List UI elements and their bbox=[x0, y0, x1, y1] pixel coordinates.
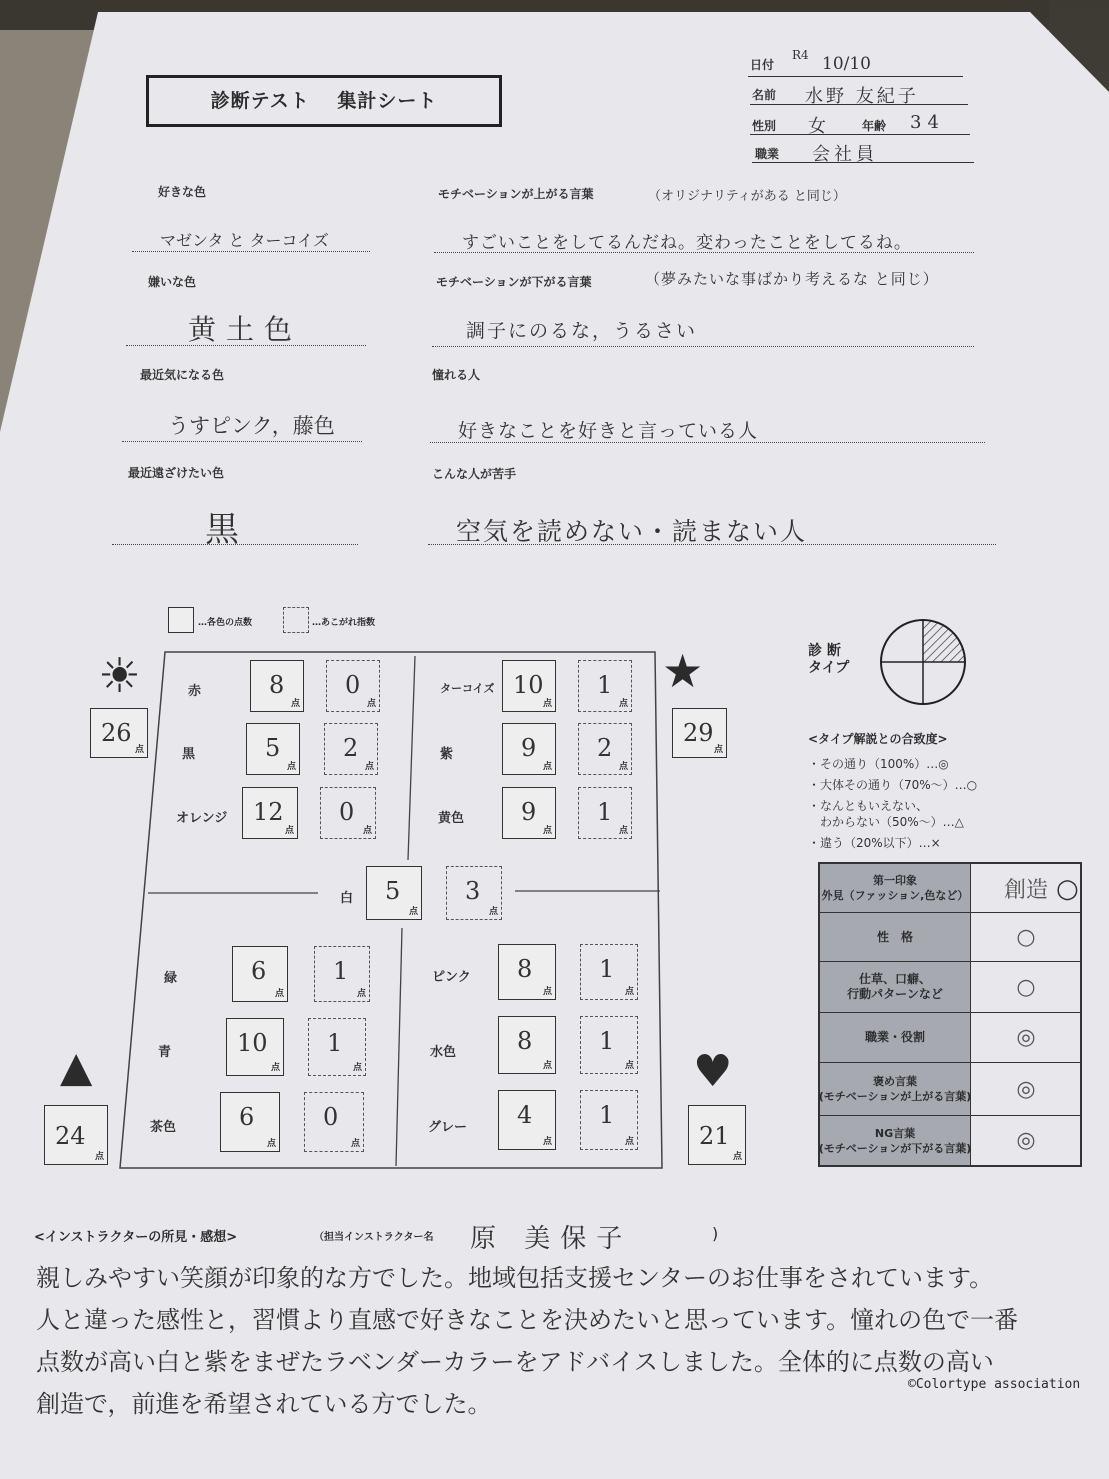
unit-label: 点 bbox=[624, 987, 634, 997]
score-box-brown bbox=[220, 1092, 280, 1152]
score-box-pink bbox=[498, 944, 556, 1000]
score-box-white bbox=[366, 866, 422, 920]
row-label: 職業・役割 bbox=[820, 1013, 971, 1062]
heart-total-value: 21 bbox=[699, 1122, 730, 1150]
heart-icon: ♥ bbox=[693, 1046, 733, 1097]
date-value: 10/10 bbox=[822, 54, 871, 74]
score-turquoise: 10 bbox=[513, 671, 544, 699]
unit-label: 点 bbox=[270, 1063, 280, 1073]
comment-line: 親しみやすい笑顔が印象的な方でした。地域包括支援センターのお仕事をされています。 bbox=[36, 1264, 994, 1292]
aspire-purple: 2 bbox=[597, 734, 613, 762]
row-value: ○ bbox=[1016, 924, 1036, 950]
aspire-white: 3 bbox=[465, 877, 481, 905]
tree-total-value: 24 bbox=[55, 1122, 86, 1150]
unit-label: 点 bbox=[618, 762, 628, 772]
row-label: NG言葉 (モチベーションが下がる言葉) bbox=[820, 1116, 971, 1165]
table-row bbox=[820, 1116, 1080, 1165]
job-value: 会社員 bbox=[812, 144, 878, 165]
job-label: 職業 bbox=[755, 147, 780, 161]
sun-total-box bbox=[90, 708, 148, 758]
motiv-down-note: （夢みたいな事ばかり考えるな と同じ） bbox=[645, 270, 939, 288]
color-name-brown: 茶色 bbox=[150, 1120, 177, 1135]
star-total-box bbox=[672, 708, 727, 758]
aspire-green: 1 bbox=[333, 957, 349, 985]
color-name-lightblue: 水色 bbox=[430, 1045, 457, 1060]
gender-label: 性別 bbox=[752, 119, 777, 133]
aspire-box-green bbox=[314, 946, 370, 1002]
sun-total-value: 26 bbox=[101, 719, 132, 747]
score-orange: 12 bbox=[253, 798, 284, 826]
unit-label: 点 bbox=[618, 826, 628, 836]
name-label: 名前 bbox=[752, 88, 777, 102]
row-label: 仕草、口癖、 行動パターンなど bbox=[820, 962, 971, 1012]
aspire-turquoise: 1 bbox=[597, 671, 613, 699]
score-box-orange bbox=[242, 787, 298, 839]
score-box-red bbox=[250, 660, 304, 712]
aspire-box-red bbox=[326, 660, 380, 712]
aspire-box-turquoise bbox=[578, 660, 632, 712]
unit-label: 点 bbox=[542, 826, 552, 836]
score-box-blue bbox=[226, 1018, 284, 1076]
unit-label: 点 bbox=[624, 1137, 634, 1147]
score-box-purple bbox=[502, 723, 556, 775]
score-box-green bbox=[232, 946, 288, 1002]
score-box-turquoise bbox=[502, 660, 556, 712]
table-row bbox=[820, 1013, 1080, 1063]
evaluation-table bbox=[818, 862, 1082, 1167]
instructor-name-value: 原 美保子 bbox=[470, 1224, 633, 1254]
row-value: ◎ bbox=[1016, 1025, 1036, 1050]
comment-line: 創造で，前進を希望されている方でした。 bbox=[36, 1390, 492, 1418]
unit-label: 点 bbox=[350, 1139, 360, 1149]
score-box-yellow bbox=[502, 787, 556, 839]
unit-label: 点 bbox=[732, 1152, 742, 1162]
dislike-color-value: 黄土色 bbox=[188, 313, 303, 346]
legend-aspire-text: …あこがれ指数 bbox=[312, 618, 376, 628]
unit-label: 点 bbox=[542, 762, 552, 772]
score-brown: 6 bbox=[239, 1103, 255, 1131]
unit-label: 点 bbox=[356, 989, 366, 999]
score-black: 5 bbox=[265, 734, 281, 762]
unit-label: 点 bbox=[542, 699, 552, 709]
unit-label: 点 bbox=[408, 907, 418, 917]
unit-label: 点 bbox=[366, 699, 376, 709]
motiv-up-note: （オリジナリティがある と同じ） bbox=[648, 189, 846, 204]
aspire-gray: 1 bbox=[599, 1101, 615, 1129]
unit-label: 点 bbox=[290, 699, 300, 709]
color-name-yellow: 黄色 bbox=[438, 811, 465, 826]
score-box-black bbox=[246, 723, 300, 775]
color-name-gray: グレー bbox=[428, 1120, 468, 1135]
instructor-name-label: （担当インストラクター名 bbox=[314, 1232, 434, 1243]
aspire-box-black bbox=[324, 723, 378, 775]
row-value: 創造 bbox=[1003, 877, 1048, 903]
aspire-box-brown bbox=[304, 1092, 364, 1152]
unit-label: 点 bbox=[624, 1061, 634, 1071]
instructor-section-label: <インストラクターの所見・感想> bbox=[34, 1230, 238, 1245]
age-label: 年齢 bbox=[862, 119, 887, 133]
aspire-box-blue bbox=[308, 1018, 366, 1076]
recent-color-label: 最近気になる色 bbox=[140, 368, 225, 382]
unit-label: 点 bbox=[488, 907, 498, 917]
score-purple: 9 bbox=[521, 734, 537, 762]
row-value: ◎ bbox=[1016, 1128, 1036, 1153]
row-label: 性 格 bbox=[820, 913, 971, 961]
comment-line: 点数が高い白と紫をまぜたラベンダーカラーをアドバイスしました。全体的に点数の高い bbox=[36, 1348, 994, 1376]
unit-label: 点 bbox=[618, 699, 628, 709]
tree-icon: ▲ bbox=[60, 1042, 93, 1091]
date-era: R4 bbox=[792, 48, 809, 62]
weak-label: こんな人が苦手 bbox=[432, 467, 517, 481]
unit-label: 点 bbox=[542, 1061, 552, 1071]
date-label: 日付 bbox=[750, 58, 775, 72]
color-name-pink: ピンク bbox=[432, 970, 471, 985]
aspire-box-lightblue bbox=[580, 1016, 638, 1074]
row-label: 第一印象 外見（ファッション,色など） bbox=[820, 864, 971, 912]
aspire-box-gray bbox=[580, 1090, 638, 1150]
recent-color-value: うすピンク，藤色 bbox=[168, 414, 335, 438]
unit-label: 点 bbox=[542, 987, 552, 997]
row-value: ◎ bbox=[1016, 1076, 1036, 1102]
unit-label: 点 bbox=[713, 745, 723, 755]
aspire-red: 0 bbox=[345, 671, 361, 699]
color-name-orange: オレンジ bbox=[176, 811, 228, 826]
admire-value: 好きなことを好きと言っている人 bbox=[458, 420, 759, 442]
copyright: ©Colortype association bbox=[908, 1377, 1081, 1392]
aspire-orange: 0 bbox=[339, 798, 355, 826]
unit-label: 点 bbox=[266, 1139, 276, 1149]
aspire-blue: 1 bbox=[327, 1029, 343, 1057]
score-green: 6 bbox=[251, 957, 267, 985]
score-pink: 8 bbox=[517, 955, 533, 983]
table-row bbox=[820, 962, 1080, 1013]
score-blue: 10 bbox=[237, 1029, 268, 1057]
comment-line: 人と違った感性と，習慣より直感で好きなことを決めたいと思っています。憧れの色で一番 bbox=[36, 1306, 1019, 1334]
fit-item: ・大体その通り（70%〜）…○ bbox=[808, 778, 978, 792]
age-value: 34 bbox=[910, 112, 945, 133]
gender-value: 女 bbox=[808, 116, 826, 137]
motiv-up-label: モチベーションが上がる言葉 bbox=[438, 187, 594, 201]
aspire-brown: 0 bbox=[323, 1103, 339, 1131]
instructor-name-close: ) bbox=[712, 1224, 719, 1243]
unit-label: 点 bbox=[286, 762, 296, 772]
heart-total-box bbox=[688, 1105, 746, 1165]
score-red: 8 bbox=[269, 671, 285, 699]
avoid-color-label: 最近遠ざけたい色 bbox=[128, 466, 225, 480]
legend-score-text: …各色の点数 bbox=[198, 618, 253, 628]
diagnosis-type-label: 診 断 タイプ bbox=[808, 643, 850, 676]
fav-color-label: 好きな色 bbox=[158, 185, 207, 199]
aspire-yellow: 1 bbox=[597, 798, 613, 826]
table-row bbox=[820, 864, 1080, 913]
color-name-purple: 紫 bbox=[440, 747, 454, 762]
diagnosis-type-circle bbox=[876, 616, 970, 708]
motiv-down-label: モチベーションが下がる言葉 bbox=[436, 275, 592, 289]
first-impression-mark: ○ bbox=[1056, 874, 1079, 904]
fit-item: ・違う（20%以下）…× bbox=[808, 836, 941, 850]
score-white: 5 bbox=[385, 877, 401, 905]
admire-label: 憧れる人 bbox=[432, 368, 481, 382]
aspire-box-white bbox=[446, 866, 502, 920]
color-name-white: 白 bbox=[340, 891, 354, 906]
score-box-lightblue bbox=[498, 1016, 556, 1074]
avoid-color-value: 黒 bbox=[205, 510, 239, 550]
color-name-black: 黒 bbox=[182, 747, 196, 762]
star-icon: ★ bbox=[662, 644, 704, 698]
unit-label: 点 bbox=[94, 1152, 104, 1162]
star-total-value: 29 bbox=[683, 719, 714, 747]
score-lightblue: 8 bbox=[517, 1027, 533, 1055]
tree-total-box bbox=[44, 1105, 108, 1165]
unit-label: 点 bbox=[274, 989, 284, 999]
color-name-red: 赤 bbox=[188, 684, 202, 699]
fit-item: ・その通り（100%）…◎ bbox=[808, 757, 949, 771]
unit-label: 点 bbox=[284, 826, 294, 836]
aspire-pink: 1 bbox=[599, 955, 615, 983]
aspire-box-purple bbox=[578, 723, 632, 775]
aspire-box-orange bbox=[320, 787, 376, 839]
unit-label: 点 bbox=[352, 1063, 362, 1073]
aspire-box-pink bbox=[580, 944, 638, 1000]
weak-value: 空気を読めない・読まない人 bbox=[456, 517, 808, 546]
unit-label: 点 bbox=[362, 826, 372, 836]
color-name-blue: 青 bbox=[158, 1045, 172, 1060]
table-row bbox=[820, 1063, 1080, 1116]
row-label: 褒め言葉 (モチベーションが上がる言葉) bbox=[820, 1063, 971, 1115]
fav-color-value: マゼンタ と ターコイズ bbox=[160, 231, 329, 250]
unit-label: 点 bbox=[364, 762, 374, 772]
score-yellow: 9 bbox=[521, 798, 537, 826]
color-name-green: 緑 bbox=[164, 971, 178, 986]
sun-icon: ☀ bbox=[98, 648, 142, 704]
fit-title: <タイプ解説との合致度> bbox=[808, 732, 948, 746]
aspire-box-yellow bbox=[578, 787, 632, 839]
table-row bbox=[820, 913, 1080, 962]
unit-label: 点 bbox=[134, 745, 144, 755]
row-value: ○ bbox=[1016, 974, 1036, 1000]
motiv-up-value: すごいことをしてるんだね。変わったことをしてるね。 bbox=[462, 233, 912, 253]
unit-label: 点 bbox=[542, 1137, 552, 1147]
color-name-turquoise: ターコイズ bbox=[440, 682, 495, 695]
name-value: 水野 友紀子 bbox=[805, 86, 919, 107]
aspire-lightblue: 1 bbox=[599, 1027, 615, 1055]
aspire-black: 2 bbox=[343, 734, 359, 762]
score-gray: 4 bbox=[517, 1101, 533, 1129]
fit-item: ・なんともいえない、 わからない（50%〜）…△ bbox=[808, 799, 964, 829]
dislike-color-label: 嫌いな色 bbox=[148, 275, 197, 289]
motiv-down-value: 調子にのるな，うるさい bbox=[466, 320, 698, 342]
score-box-gray bbox=[498, 1090, 556, 1150]
sheet-title: 診断テスト 集計シート bbox=[146, 75, 502, 127]
